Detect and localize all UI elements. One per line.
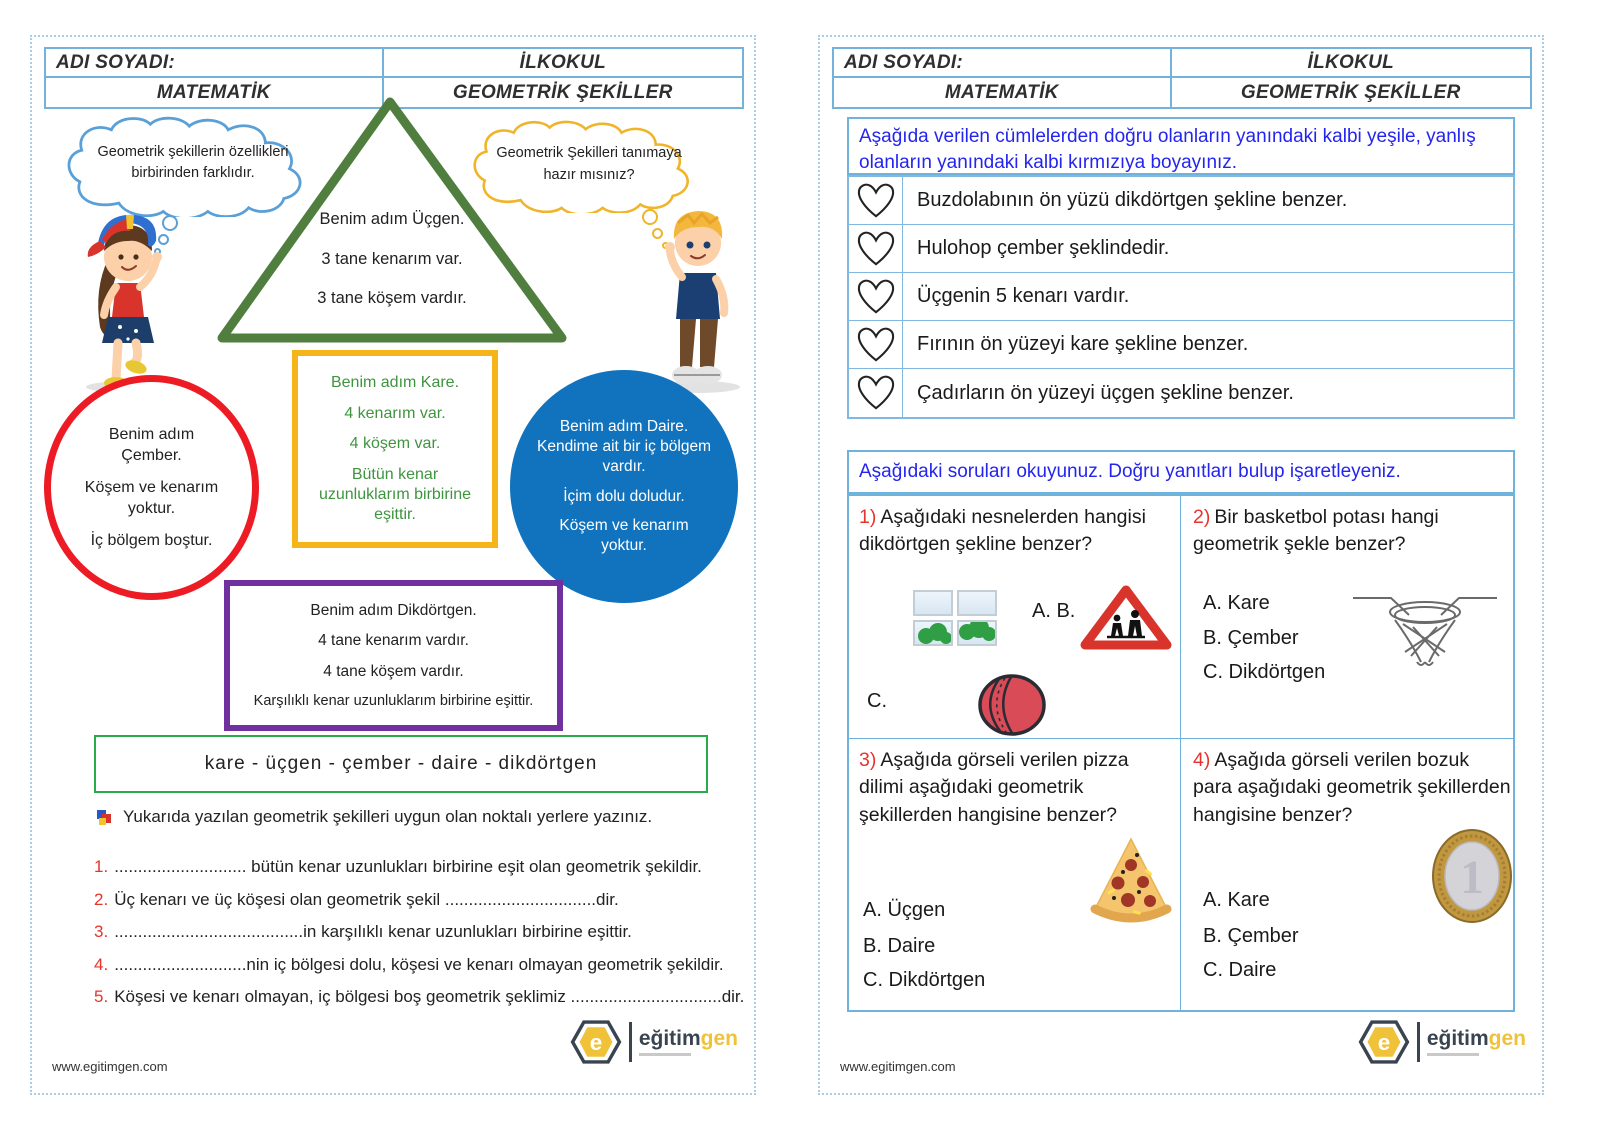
subject-label: MATEMATİK — [834, 78, 1172, 107]
option-c: C. Dikdörtgen — [1203, 661, 1326, 683]
option-a: A. Kare — [1203, 592, 1270, 614]
heart-cell[interactable] — [849, 321, 903, 368]
logo-tagline — [639, 1053, 691, 1056]
option-a: A. Kare — [1203, 889, 1270, 911]
traffic-sign-image — [1079, 584, 1173, 652]
logo-hexagon-icon — [1358, 1017, 1410, 1067]
website-url: www.egitimgen.com — [52, 1059, 168, 1074]
word-bank-box: kare - üçgen - çember - daire - dikdörtgen — [94, 735, 708, 793]
triangle-line: 3 tane köşem vardır. — [317, 289, 467, 307]
question-number: 5. — [94, 987, 109, 1006]
heart-cell[interactable] — [849, 273, 903, 320]
daire-line: İçim dolu doludur. — [563, 487, 685, 505]
name-label: ADI SOYADI: — [46, 49, 384, 78]
option-b: B. Daire — [863, 935, 936, 957]
question-number: 2) — [1193, 506, 1211, 528]
question-3 — [859, 747, 1164, 829]
worksheet-page-2 — [818, 35, 1544, 1095]
question-text: Köşesi ve kenarı olmayan, iç bölgesi boş geometrik şeklimiz ................................dir. — [114, 987, 745, 1006]
question-1-cell — [849, 496, 1181, 739]
window-pane — [913, 620, 953, 646]
question-4 — [1193, 747, 1511, 829]
question-grid — [847, 494, 1515, 1012]
topic-label: GEOMETRİK ŞEKİLLER — [452, 81, 673, 103]
statement-text: Fırının ön yüzeyi kare şekline benzer. — [917, 333, 1249, 355]
square-line: 4 kenarım var. — [344, 404, 446, 422]
cember-shape-box — [44, 375, 259, 600]
option-c: C. Dikdörtgen — [863, 969, 986, 991]
window-image — [913, 590, 997, 646]
question-text: ............................nin iç bölgesi dolu, köşesi ve kenarı olmayan geometrik şekildir. — [114, 954, 724, 974]
cember-line: Köşem ve kenarım yoktur. — [84, 478, 219, 518]
question-text: Üç kenarı ve üç köşesi olan geometrik şekil ................................dir. — [114, 889, 619, 909]
option-label-ab: A. B. — [1032, 600, 1076, 622]
option-b: B. Çember — [1203, 627, 1299, 649]
bush-icon — [916, 620, 952, 644]
logo-tagline — [1427, 1053, 1479, 1056]
option-label-c: C. — [867, 690, 887, 712]
option-c: C. Daire — [1203, 959, 1277, 981]
question-number: 1. — [94, 857, 109, 876]
question-3-cell — [849, 739, 1181, 1010]
topic-label: GEOMETRİK ŞEKİLLER — [1240, 81, 1461, 103]
fill-question — [94, 884, 750, 917]
bush-icon — [959, 620, 995, 644]
level-label: İLKOKUL — [384, 49, 742, 78]
question-2 — [1193, 504, 1498, 559]
daire-shape-box — [510, 370, 738, 603]
heart-statement-row — [849, 369, 1513, 417]
dikdortgen-line: 4 tane kenarım vardır. — [318, 632, 469, 650]
instruction-row — [96, 807, 746, 827]
statement-text: Üçgenin 5 kenarı vardır. — [917, 285, 1130, 307]
cember-line: Benim adım Çember. — [108, 425, 195, 465]
triangle-shape-box — [212, 92, 572, 348]
coin-image — [1431, 827, 1513, 925]
heart-cell[interactable] — [849, 225, 903, 272]
question-text: Bir basketbol potası hangi geometrik şekle benzer? — [1193, 506, 1439, 556]
question-number: 1) — [859, 506, 877, 528]
red-ball-image — [977, 674, 1047, 738]
logo-text-accent: gen — [700, 1027, 738, 1050]
instruction-bullet-icon — [96, 809, 113, 826]
heart-icon — [857, 374, 895, 412]
thought-text-right: Geometrik Şekilleri tanımaya hazır mısınız? — [496, 145, 682, 184]
dikdortgen-shape-box — [224, 580, 563, 731]
question-text: ........................................in karşılıklı kenar uzunlukları birbirine eşittir. — [114, 922, 632, 941]
window-pane — [957, 620, 997, 646]
basketball-hoop-image — [1349, 582, 1501, 670]
question-1 — [859, 504, 1174, 559]
question-2-cell — [1181, 496, 1513, 739]
option-b: B. Çember — [1203, 925, 1299, 947]
worksheet-page-1 — [30, 35, 756, 1095]
square-line: Benim adım Kare. — [330, 373, 460, 391]
heart-statement-row — [849, 321, 1513, 369]
heart-icon — [857, 278, 895, 316]
logo-text: eğitim — [638, 1027, 701, 1050]
daire-line: Köşem ve kenarım yoktur. — [559, 516, 689, 554]
statement-text: Buzdolabının ön yüzü dikdörtgen şekline benzer. — [917, 189, 1348, 211]
question-number: 3) — [859, 749, 877, 771]
square-shape-box — [292, 350, 498, 548]
website-url: www.egitimgen.com — [840, 1059, 956, 1074]
egitimgen-logo — [1358, 1017, 1526, 1067]
question-4-cell — [1181, 739, 1513, 1010]
task2-instruction: Aşağıdaki soruları okuyunuz. Doğru yanıtları bulup işaretleyeniz. — [847, 450, 1515, 494]
instruction-text: Yukarıda yazılan geometrik şekilleri uygun olan noktalı yerlere yazınız. — [123, 807, 653, 826]
logo-divider — [1417, 1022, 1420, 1062]
heart-icon — [857, 182, 895, 220]
svg-text:e: e — [1377, 1029, 1391, 1055]
heart-cell[interactable] — [849, 369, 903, 417]
statement-text: Çadırların ön yüzeyi üçgen şekline benzer. — [917, 381, 1294, 404]
fill-question-list — [94, 851, 750, 1014]
logo-hexagon-icon — [570, 1017, 622, 1067]
question-number: 2. — [94, 889, 109, 909]
cember-line: İç bölgem boştur. — [90, 531, 213, 549]
triangle-line: 3 tane kenarım var. — [321, 250, 463, 268]
heart-statement-row — [849, 273, 1513, 321]
heart-icon — [857, 326, 895, 364]
heart-statement-row — [849, 225, 1513, 273]
daire-line: Benim adım Daire. Kendime ait bir iç bölgem vardır. — [536, 418, 712, 476]
fill-question — [94, 981, 750, 1014]
fill-question — [94, 916, 750, 949]
window-pane — [957, 590, 997, 616]
square-line: Bütün kenar uzunluklarım birbirine eşittir. — [318, 466, 472, 524]
level-label: İLKOKUL — [1172, 49, 1530, 78]
question-text: Aşağıda görseli verilen bozuk para aşağıdaki geometrik şekillerden hangisine benzer? — [1193, 749, 1511, 826]
question-number: 4. — [94, 954, 109, 974]
heart-statement-row — [849, 177, 1513, 225]
logo-text-accent: gen — [1488, 1027, 1526, 1050]
name-label: ADI SOYADI: — [834, 49, 1172, 78]
heart-cell[interactable] — [849, 177, 903, 224]
heart-icon — [857, 230, 895, 268]
question-number: 3. — [94, 922, 109, 941]
logo-text: eğitim — [1426, 1027, 1489, 1050]
question-text: Aşağıda görseli verilen pizza dilimi aşağıdaki geometrik şekillerden hangisine benzer? — [859, 749, 1129, 826]
svg-text:e: e — [589, 1029, 603, 1055]
logo-divider — [629, 1022, 632, 1062]
dikdortgen-line: 4 tane köşem vardır. — [323, 662, 464, 680]
question-text: Aşağıdaki nesnelerden hangisi dikdörtgen şekline benzer? — [859, 506, 1146, 556]
girl-illustration — [64, 199, 196, 395]
hearts-table — [847, 175, 1515, 419]
window-pane — [913, 590, 953, 616]
square-line: 4 köşem var. — [349, 435, 441, 453]
egitimgen-logo — [570, 1017, 738, 1067]
thought-text-left: Geometrik şekillerin özellikleri birbirinden farklıdır. — [97, 143, 289, 182]
question-number: 4) — [1193, 749, 1211, 771]
coin-digit: 1 — [1460, 851, 1484, 904]
statement-text: Hulohop çember şeklindedir. — [917, 237, 1170, 259]
dikdortgen-line: Benim adım Dikdörtgen. — [310, 602, 477, 620]
subject-label: MATEMATİK — [46, 78, 384, 107]
pizza-slice-image — [1087, 835, 1175, 930]
dikdortgen-line: Karşılıklı kenar uzunluklarım birbirine eşittir. — [253, 692, 534, 709]
option-a: A. Üçgen — [863, 899, 946, 921]
task1-instruction: Aşağıda verilen cümlelerden doğru olanların yanındaki kalbi yeşile, yanlış olanların yanındaki kalbi kırmızıya boyayınız. — [847, 117, 1515, 175]
fill-question — [94, 851, 750, 884]
triangle-line: Benim adım Üçgen. — [319, 210, 465, 228]
header-table — [832, 47, 1532, 109]
fill-question — [94, 949, 750, 982]
question-text: ............................ bütün kenar uzunlukları birbirine eşit olan geometrik şekildir. — [114, 857, 702, 876]
boy-illustration — [644, 199, 752, 395]
